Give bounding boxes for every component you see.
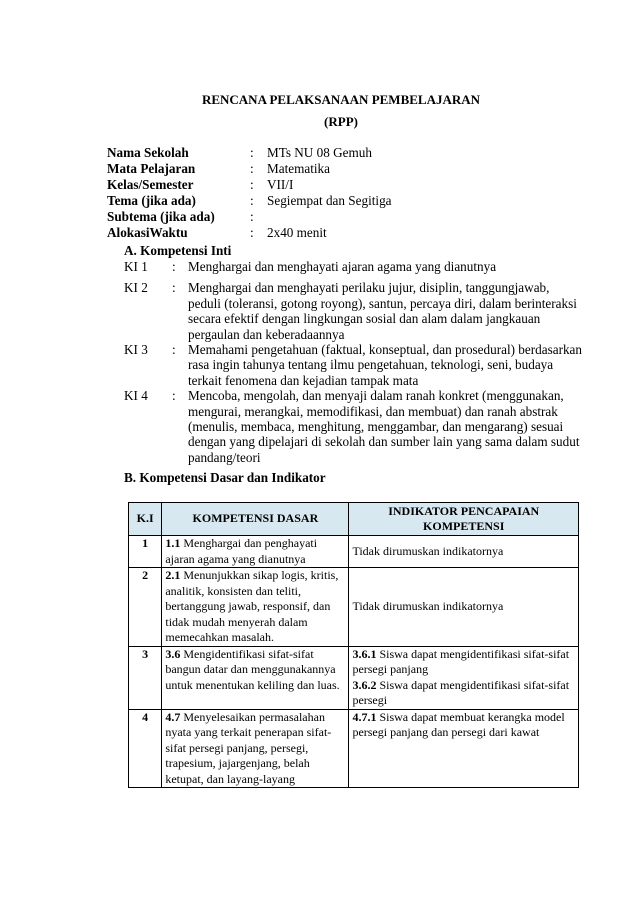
indikator-number: 3.6.2 [352, 677, 377, 692]
indikator-text: Tidak dirumuskan indikatornya [352, 599, 504, 613]
identity-row [107, 193, 527, 209]
identity-value [267, 209, 527, 225]
column-header-indikator: INDIKATOR PENCAPAIAN KOMPETENSI [349, 503, 579, 536]
kd-number: 3.6 [165, 646, 181, 661]
identity-row [107, 225, 527, 241]
identity-colon: : [250, 209, 254, 224]
identity-value: 2x40 menit [267, 225, 327, 240]
table-row [129, 568, 579, 647]
indikator-number: 4.7.1 [352, 709, 377, 724]
indikator-text: Tidak dirumuskan indikatornya [352, 543, 504, 558]
identity-colon: : [250, 193, 254, 208]
ki-item [124, 259, 584, 274]
identity-label: Nama Sekolah [107, 145, 189, 160]
identity-value: Segiempat dan Segitiga [267, 193, 392, 208]
table-header-row [129, 503, 579, 536]
row-number: 4 [129, 709, 162, 788]
document-subtitle: (RPP) [324, 114, 358, 129]
indikator-number: 3.6.1 [352, 646, 377, 661]
kd-text: Mengidentifikasi sifat-sifat bangun datar dan menggunakannya untuk menentukan keliling dan luas. [165, 646, 340, 692]
kompetensi-dasar-table [128, 502, 579, 788]
column-header-kd: KOMPETENSI DASAR [162, 503, 349, 536]
section-b-heading: B. Kompetensi Dasar dan Indikator [124, 470, 326, 485]
ki-text: Memahami pengetahuan (faktual, konseptual, dan prosedural) berdasarkan rasa ingin tahunya tentang ilmu pengetahuan, teknologi, seni, budaya terkait fenomena dan kejadian tampak mata [188, 342, 583, 388]
ki-code: KI 3 [124, 342, 148, 358]
ki-text: Menghargai dan menghayati perilaku jujur, disiplin, tanggungjawab, peduli (toleransi, gotong royong), santun, percaya diri, dalam berinteraksi secara efektif dengan lingkungan sosial dan alam dalam jangkauan pergaulan dan keberadaannya [188, 280, 577, 342]
indikator-cell [349, 536, 579, 568]
identity-label: Tema (jika ada) [107, 193, 196, 208]
kd-text: Menunjukkan sikap logis, kritis, analitik, konsisten dan teliti, bertanggung jawab, responsif, dan tidak mudah menyerah dalam memecahkan masalah. [165, 568, 339, 644]
kd-text: Menghargai dan penghayati ajaran agama yang dianutnya [165, 536, 318, 566]
row-number: 3 [129, 646, 162, 709]
kompetensi-inti-list [124, 259, 584, 465]
identity-value: VII/I [267, 177, 294, 192]
identity-label: AlokasiWaktu [107, 225, 188, 240]
ki-item [124, 388, 584, 465]
kd-text: Menyelesaikan permasalahan nyata yang terkait penerapan sifat-sifat persegi panjang, persegi, trapesium, jajargenjang, belah ketupat, dan layang-layang [165, 709, 332, 786]
section-a-heading: A. Kompetensi Inti [124, 243, 232, 258]
kd-number: 1.1 [165, 536, 181, 550]
ki-item [124, 342, 584, 388]
indikator-text: Siswa dapat mengidentifikasi sifat-sifat persegi panjang [352, 646, 570, 676]
row-number: 2 [129, 568, 162, 647]
indikator-item [352, 647, 575, 678]
document-title: RENCANA PELAKSANAAN PEMBELAJARAN [201, 92, 481, 107]
identity-colon: : [250, 161, 254, 176]
indikator-item [352, 710, 575, 741]
ki-text: Mencoba, mengolah, dan menyaji dalam ranah konkret (menggunakan, mengurai, merangkai, memodifikasi, dan membuat) dan ranah abstrak (menulis, membaca, menghitung, menggambar, dan mengarang) sesuai dengan yang dipelajari di sekolah dan sumber lain yang sama dalam sudut pandang/teori [188, 388, 580, 465]
kd-cell [162, 568, 349, 647]
ki-item [124, 280, 584, 342]
identity-row [107, 209, 527, 225]
ki-colon: : [172, 259, 176, 274]
indikator-cell [349, 709, 579, 788]
ki-colon: : [172, 280, 176, 296]
table-row [129, 536, 579, 568]
identity-row [107, 145, 527, 161]
identity-block [107, 145, 527, 241]
ki-code: KI 1 [124, 259, 148, 274]
kd-cell [162, 709, 349, 788]
kd-cell [162, 536, 349, 568]
identity-row [107, 161, 527, 177]
kd-number: 2.1 [165, 568, 181, 582]
identity-value: MTs NU 08 Gemuh [267, 145, 372, 160]
table-row [129, 646, 579, 709]
indikator-cell [349, 568, 579, 647]
ki-colon: : [172, 388, 176, 404]
identity-value: Matematika [267, 161, 330, 176]
kd-number: 4.7 [165, 709, 181, 724]
ki-colon: : [172, 342, 176, 358]
indikator-item [352, 678, 575, 709]
identity-colon: : [250, 177, 254, 192]
ki-code: KI 2 [124, 280, 148, 296]
indikator-text: Siswa dapat membuat kerangka model persegi panjang dan persegi dari kawat [352, 709, 565, 739]
kd-cell [162, 646, 349, 709]
identity-label: Mata Pelajaran [107, 161, 196, 176]
ki-code: KI 4 [124, 388, 148, 404]
column-header-ki: K.I [129, 503, 162, 536]
identity-colon: : [250, 145, 254, 160]
table-row [129, 709, 579, 788]
identity-colon: : [250, 225, 254, 240]
indikator-text: Siswa dapat mengidentifikasi sifat-sifat persegi [352, 677, 570, 707]
row-number: 1 [129, 536, 162, 568]
identity-row [107, 177, 527, 193]
ki-text: Menghargai dan menghayati ajaran agama yang dianutnya [188, 259, 497, 274]
identity-label: Subtema (jika ada) [107, 209, 215, 224]
indikator-cell [349, 646, 579, 709]
identity-label: Kelas/Semester [107, 177, 194, 192]
